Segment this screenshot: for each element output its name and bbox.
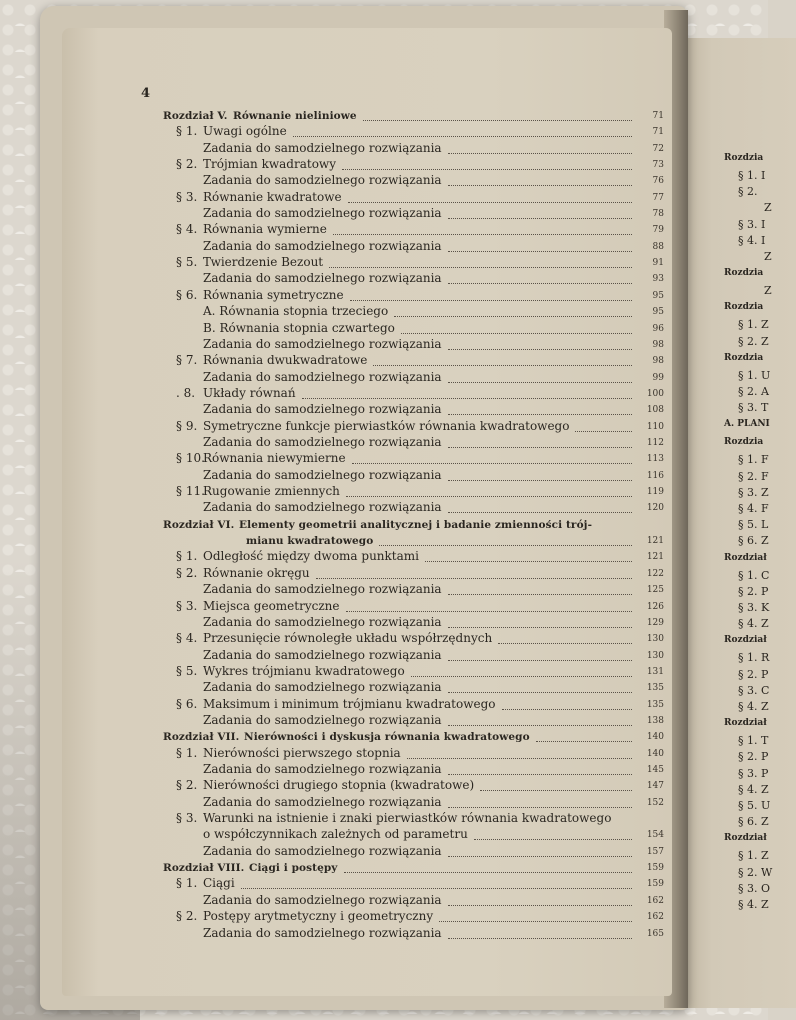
leader-dots [439, 907, 632, 922]
exercises-entry: Zadania do samodzielnego rozwiązania [203, 173, 442, 187]
toc-page-number: 135 [646, 700, 664, 710]
section-number: § 6. [176, 697, 198, 711]
leader-dots [302, 384, 632, 399]
leader-dots [575, 417, 632, 432]
section-title: Ciągi [203, 876, 235, 890]
section-title: Postępy arytmetyczny i geometryczny [203, 909, 434, 923]
right-page-entry: Z [764, 250, 772, 263]
right-page-entry: § 4. I [738, 233, 766, 247]
toc-page-number: 145 [646, 765, 664, 775]
exercises-entry: Zadania do samodzielnego rozwiązania [203, 893, 442, 907]
exercises-entry: Zadania do samodzielnego rozwiązania [203, 680, 442, 694]
right-page-entry: § 2. P [738, 584, 769, 598]
right-page-heading: Rozdział [724, 635, 767, 646]
right-page-entry: § 1. Z [738, 318, 769, 332]
toc-page-number: 116 [646, 471, 664, 481]
toc-page-number: 110 [646, 422, 664, 432]
right-page-heading: Rozdział [724, 552, 767, 563]
leader-dots [448, 466, 632, 481]
exercises-entry: Zadania do samodzielnego rozwiązania [203, 239, 442, 253]
chapter-title-continued: mianu kwadratowego [246, 535, 374, 547]
toc-page-number: 131 [646, 667, 664, 677]
right-page-entry: § 1. R [738, 651, 770, 665]
right-page [676, 38, 796, 1008]
right-page-entry: § 3. K [738, 601, 770, 614]
leader-dots [448, 139, 632, 154]
toc-page-number: 126 [646, 602, 664, 612]
leader-dots [448, 711, 632, 726]
leader-dots [448, 171, 632, 186]
section-number: § 3. [176, 811, 198, 825]
right-page-entry: § 2. P [738, 750, 769, 764]
section-number: § 3. [176, 599, 198, 613]
section-title: Odległość między dwoma punktami [203, 549, 419, 563]
right-page-heading: Rozdział [724, 718, 767, 729]
section-title: Uwagi ogólne [203, 124, 287, 138]
leader-dots [448, 613, 632, 628]
leader-dots [425, 547, 632, 562]
section-number: § 5. [176, 664, 198, 678]
toc-page-number: 78 [652, 209, 664, 219]
toc-page-number: 152 [646, 798, 664, 808]
subsection-title: A. Równania stopnia trzeciego [203, 304, 389, 318]
leader-dots [411, 662, 632, 677]
leader-dots [448, 335, 632, 350]
toc-page-number: 112 [646, 438, 664, 448]
section-title: Równanie okręgu [203, 566, 310, 580]
right-page-heading: Rozdzia [724, 352, 764, 363]
section-title: Nierówności drugiego stopnia (kwadratowe) [203, 778, 475, 792]
leader-dots [448, 204, 632, 219]
leader-dots [373, 351, 632, 366]
leader-dots [348, 188, 632, 203]
chapter-title: Ciągi i postępy [249, 862, 338, 874]
leader-dots [316, 564, 632, 579]
exercises-entry: Zadania do samodzielnego rozwiązania [203, 582, 442, 596]
chapter-title: Równanie nieliniowe [233, 110, 357, 122]
right-page-heading: A. PLANI [724, 419, 770, 430]
right-page-heading: Rozdzia [724, 302, 764, 313]
right-page-entry: § 3. Z [738, 485, 769, 499]
section-title: Równania wymierne [203, 222, 327, 236]
right-page-entry: § 1. F [738, 453, 769, 467]
section-title: Wykres trójmianu kwadratowego [203, 664, 405, 678]
chapter-title: Nierówności i dyskusja równania kwadratowego [244, 731, 530, 743]
leader-dots [293, 122, 632, 137]
right-page-heading: Rozdzia [724, 437, 764, 448]
exercises-entry: Zadania do samodzielnego rozwiązania [203, 206, 442, 220]
exercises-entry: Zadania do samodzielnego rozwiązania [203, 468, 442, 482]
right-page-heading: Rozdzia [724, 268, 764, 279]
section-title: Symetryczne funkcje pierwiastków równania kwadratowego [203, 419, 570, 433]
toc-page-number: 138 [646, 716, 664, 726]
leader-dots [344, 858, 632, 873]
exercises-entry: Zadania do samodzielnego rozwiązania [203, 435, 442, 449]
right-page-heading: Rozdzia [724, 153, 764, 163]
leader-dots [407, 744, 632, 759]
right-page-entry: § 3. T [738, 401, 769, 415]
chapter-title: Elementy geometrii analitycznej i badanie zmienności trój- [239, 519, 593, 531]
leader-dots [448, 678, 632, 693]
exercises-entry: Zadania do samodzielnego rozwiązania [203, 500, 442, 514]
right-page-entry: § 3. P [738, 766, 769, 780]
exercises-entry: Zadania do samodzielnego rozwiązania [203, 926, 442, 940]
right-page-entry: § 1. Z [738, 849, 769, 863]
right-page-entry: § 5. U [738, 799, 771, 812]
right-page-entry: § 3. C [738, 683, 770, 697]
section-title: Nierówności pierwszego stopnia [203, 746, 401, 760]
leader-dots [448, 400, 632, 415]
section-number: § 2. [176, 778, 198, 792]
toc-page-number: 108 [646, 405, 664, 415]
toc-page-number: 95 [652, 291, 664, 301]
leader-dots [448, 793, 632, 808]
section-number: § 2. [176, 909, 198, 923]
toc-page-number: 140 [646, 732, 664, 742]
leader-dots [379, 531, 632, 546]
toc-page-number: 159 [646, 879, 664, 889]
chapter-number: Rozdział V. [163, 110, 228, 122]
right-page-entry: § 3. I [738, 217, 766, 231]
toc-page-number: 79 [652, 225, 664, 235]
section-number: § 9. [176, 419, 198, 433]
exercises-entry: Zadania do samodzielnego rozwiązania [203, 370, 442, 384]
toc-page-number: 71 [652, 127, 664, 137]
right-page-heading: Rozdział [724, 833, 767, 844]
right-page-entry: § 4. Z [738, 700, 769, 713]
right-page-entry: Z [764, 284, 772, 298]
section-title: Równanie kwadratowe [203, 190, 342, 204]
leader-dots [448, 433, 632, 448]
section-number: § 5. [176, 255, 198, 269]
toc-page-number: 88 [652, 242, 664, 252]
toc-page-number: 100 [646, 389, 664, 399]
toc-page-number: 98 [652, 356, 664, 366]
section-number: § 3. [176, 190, 198, 204]
right-page-entry: § 4. Z [738, 898, 769, 911]
exercises-entry: Zadania do samodzielnego rozwiązania [203, 402, 442, 416]
toc-page-number: 165 [646, 929, 664, 939]
section-number: § 10. [176, 451, 205, 465]
leader-dots [448, 269, 632, 284]
section-number: § 2. [176, 157, 198, 171]
leader-dots [352, 449, 632, 464]
right-page-entry: § 6. Z [738, 534, 769, 548]
section-number: . 8. [176, 386, 196, 400]
leader-dots [241, 874, 632, 889]
section-number: § 11. [176, 484, 205, 498]
chapter-number: Rozdział VIII. [163, 862, 245, 874]
toc-page-number: 95 [652, 307, 664, 317]
right-page-entry: § 2. P [738, 667, 769, 681]
right-page-entry: § 2. A [738, 385, 769, 398]
toc-page-number: 77 [652, 193, 664, 203]
section-title: Przesunięcie równoległe układu współrzędnych [203, 631, 493, 645]
exercises-entry: Zadania do samodzielnego rozwiązania [203, 337, 442, 351]
toc-page-number: 93 [652, 274, 664, 284]
section-number: § 1. [176, 876, 198, 890]
toc-page-number: 91 [652, 258, 664, 268]
exercises-entry: Zadania do samodzielnego rozwiązania [203, 762, 442, 776]
right-page-entry: § 1. T [738, 734, 769, 748]
leader-dots [448, 580, 632, 595]
subsection-title: B. Równania stopnia czwartego [203, 321, 395, 335]
section-title: Trójmian kwadratowy [203, 157, 336, 171]
toc-page-number: 71 [652, 111, 664, 121]
leader-dots [342, 155, 632, 170]
right-page-entry: § 2. W [738, 865, 773, 879]
leader-dots [536, 727, 632, 742]
leader-dots [394, 302, 632, 317]
right-page-entry: § 3. O [738, 881, 771, 895]
right-page-entry: § 4. Z [738, 617, 769, 631]
toc-page-number: 76 [652, 176, 664, 186]
toc-page-number: 162 [646, 912, 664, 922]
section-title: Równania symetryczne [203, 288, 344, 302]
section-title: Równania dwukwadratowe [203, 353, 368, 367]
section-number: § 1. [176, 746, 198, 760]
leader-dots [350, 286, 632, 301]
leader-dots [448, 891, 632, 906]
leader-dots [448, 646, 632, 661]
leader-dots [346, 482, 632, 497]
exercises-entry: Zadania do samodzielnego rozwiązania [203, 141, 442, 155]
toc-page-number: 122 [646, 569, 664, 579]
leader-dots [502, 695, 632, 710]
exercises-entry: Zadania do samodzielnego rozwiązania [203, 795, 442, 809]
toc-page-number: 121 [646, 536, 664, 546]
right-page-entry: § 1. C [738, 568, 770, 582]
exercises-entry: Zadania do samodzielnego rozwiązania [203, 271, 442, 285]
section-number: § 1. [176, 549, 198, 563]
toc-page-number: 130 [646, 634, 664, 644]
section-title: Miejsca geometryczne [203, 599, 340, 613]
toc-page-number: 73 [652, 160, 664, 170]
right-page-entry: Z [764, 201, 772, 215]
toc-page-number: 135 [646, 683, 664, 693]
leader-dots [346, 597, 632, 612]
section-number: § 2. [176, 566, 198, 580]
leader-dots [401, 319, 632, 334]
section-title-continued: o współczynnikach zależnych od parametru [203, 827, 468, 841]
right-page-entry: § 4. Z [738, 782, 769, 796]
toc-page-number: 125 [646, 585, 664, 595]
section-title: Równania niewymierne [203, 451, 346, 465]
chapter-number: Rozdział VII. [163, 731, 240, 743]
leader-dots [363, 106, 632, 121]
section-title: Twierdzenie Bezout [203, 255, 324, 269]
exercises-entry: Zadania do samodzielnego rozwiązania [203, 713, 442, 727]
toc-page-number: 157 [646, 847, 664, 857]
section-number: § 4. [176, 222, 198, 236]
exercises-entry: Zadania do samodzielnego rozwiązania [203, 615, 442, 629]
toc-page-number: 162 [646, 896, 664, 906]
toc-page-number: 121 [646, 552, 664, 562]
toc-page-number: 130 [646, 651, 664, 661]
leader-dots [333, 220, 632, 235]
right-page-entry: § 5. L [738, 518, 769, 532]
exercises-entry: Zadania do samodzielnego rozwiązania [203, 844, 442, 858]
leader-dots [448, 760, 632, 775]
right-page-entry: § 2. [738, 185, 758, 199]
leader-dots [329, 253, 632, 268]
section-title: Warunki na istnienie i znaki pierwiastków równania kwadratowego [203, 811, 612, 825]
toc-page-number: 147 [646, 781, 664, 791]
leader-dots [498, 629, 632, 644]
toc-page-number: 96 [652, 324, 664, 334]
leader-dots [448, 842, 632, 857]
toc-page-number: 129 [646, 618, 664, 628]
section-number: § 4. [176, 631, 198, 645]
leader-dots [448, 498, 632, 513]
leader-dots [480, 776, 632, 791]
section-number: § 1. [176, 124, 198, 138]
toc-page-number: 120 [646, 503, 664, 513]
toc-page-number: 113 [646, 454, 664, 464]
right-page-entry: § 2. F [738, 469, 769, 483]
toc-page-number: 72 [652, 144, 664, 154]
leader-dots [448, 924, 632, 939]
exercises-entry: Zadania do samodzielnego rozwiązania [203, 648, 442, 662]
right-page-entry: § 1. I [738, 169, 766, 182]
toc-page-number: 98 [652, 340, 664, 350]
right-page-entry: § 6. Z [738, 815, 769, 829]
page-number: 4 [141, 86, 151, 101]
section-number: § 6. [176, 288, 198, 302]
leader-dots [448, 368, 632, 383]
toc-page-number: 119 [646, 487, 664, 497]
right-page-entry: § 4. F [738, 502, 769, 515]
right-page-entry: § 2. Z [738, 334, 769, 348]
leader-dots [474, 825, 632, 840]
toc-page-number: 99 [652, 373, 664, 383]
section-title: Układy równań [203, 386, 296, 400]
section-title: Rugowanie zmiennych [203, 484, 340, 498]
section-title: Maksimum i minimum trójmianu kwadratowego [203, 697, 496, 711]
leader-dots [448, 237, 632, 252]
chapter-number: Rozdział VI. [163, 519, 235, 531]
toc-page-number: 154 [646, 830, 664, 840]
toc-page-number: 140 [646, 749, 664, 759]
toc-page-number: 159 [646, 863, 664, 873]
right-page-entry: § 1. U [738, 368, 771, 382]
section-number: § 7. [176, 353, 198, 367]
